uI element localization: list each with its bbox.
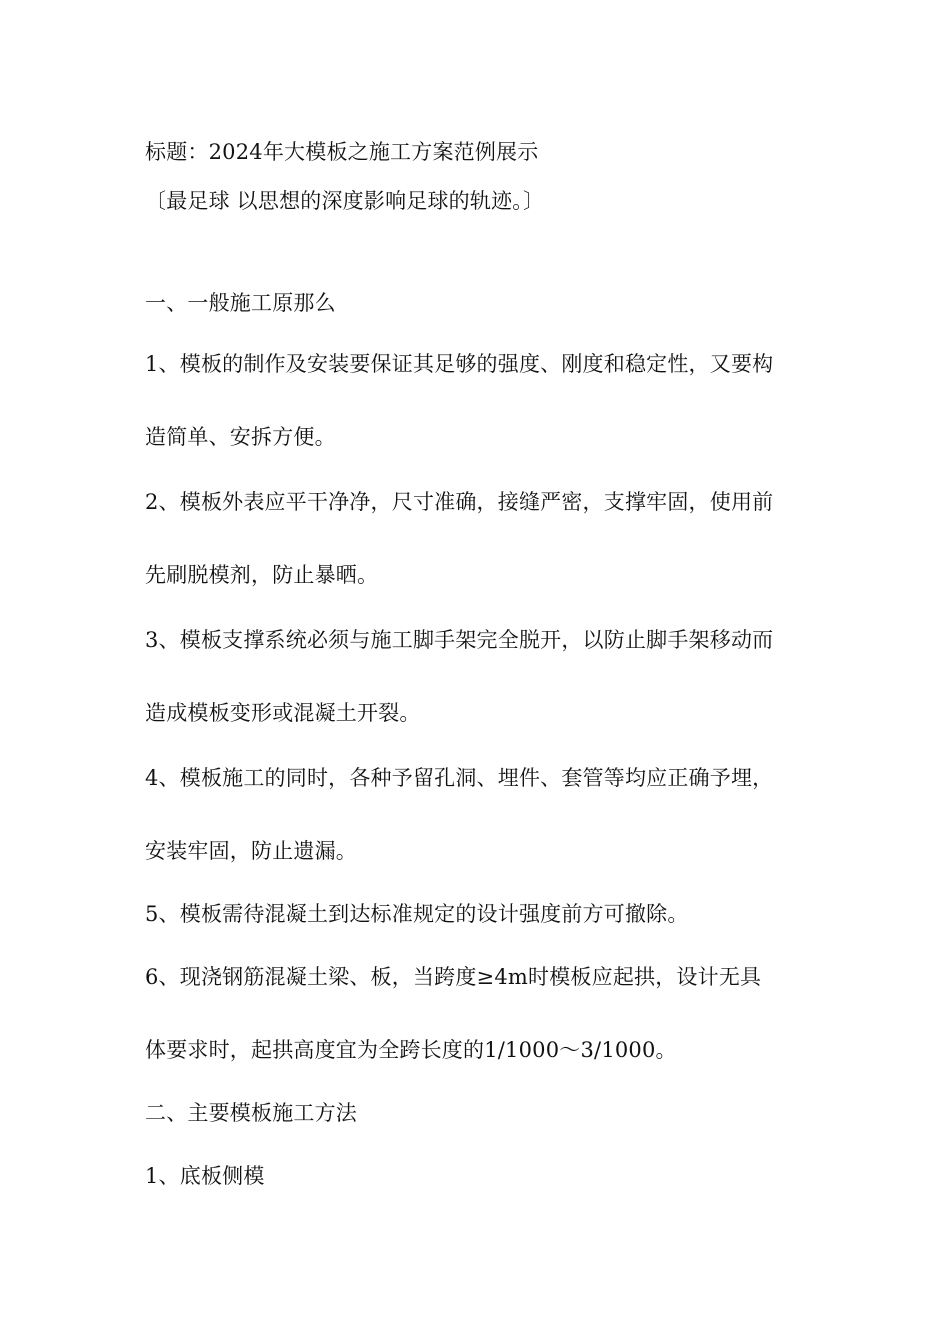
item4-line1: 4、模板施工的同时，各种予留孔洞、埋件、套管等均应正确予埋， (145, 766, 774, 790)
item2-line2: 先刷脱模剂，防止暴晒。 (145, 563, 379, 587)
item1-line1: 1、模板的制作及安装要保证其足够的强度、刚度和稳定性，又要构 (145, 352, 774, 376)
section2-item1: 1、底板侧模 (145, 1164, 265, 1188)
item6-line1: 6、现浇钢筋混凝土梁、板，当跨度≥4m时模板应起拱，设计无具 (145, 965, 762, 989)
section1-heading: 一、一般施工原那么 (145, 291, 336, 315)
item6-line2: 体要求时，起拱高度宜为全跨长度的1/1000～3/1000。 (145, 1038, 677, 1062)
item5-line1: 5、模板需待混凝土到达标准规定的设计强度前方可撤除。 (145, 902, 689, 926)
section2-heading: 二、主要模板施工方法 (145, 1101, 357, 1125)
item3-line2: 造成模板变形或混凝土开裂。 (145, 701, 421, 725)
item2-line1: 2、模板外表应平干净净，尺寸准确，接缝严密，支撑牢固，使用前 (145, 490, 774, 514)
document-subtitle: 〔最足球 以思想的深度影响足球的轨迹。〕 (145, 189, 545, 213)
item4-line2: 安装牢固，防止遗漏。 (145, 839, 357, 863)
item3-line1: 3、模板支撑系统必须与施工脚手架完全脱开，以防止脚手架移动而 (145, 628, 774, 652)
document-title: 标题：2024年大模板之施工方案范例展示 (145, 140, 539, 164)
item1-line2: 造简单、安拆方便。 (145, 425, 336, 449)
